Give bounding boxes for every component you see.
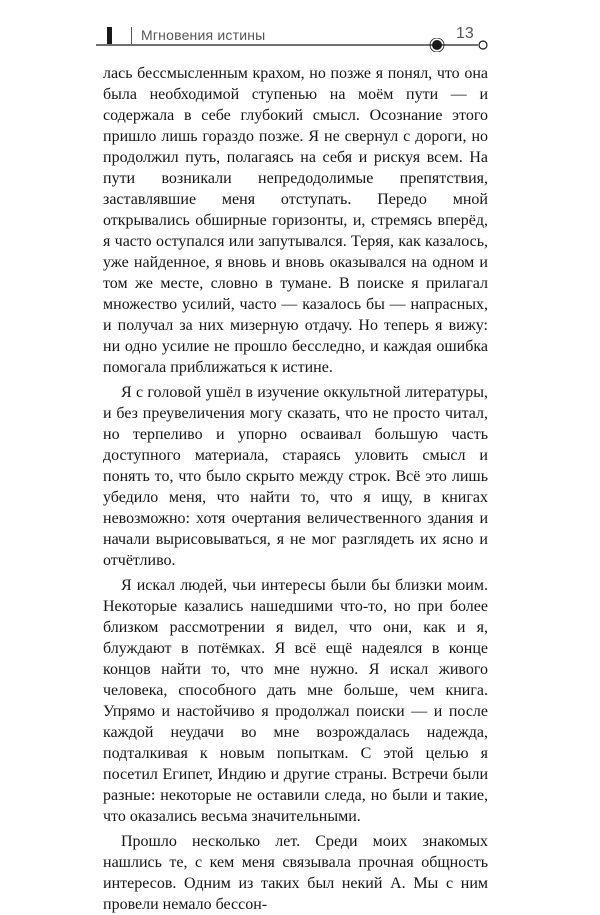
running-header bbox=[0, 0, 600, 60]
page-number: 13 bbox=[456, 25, 474, 42]
running-title: Мгновения истины bbox=[141, 27, 266, 43]
paragraph-3: Я искал людей, чьи интересы были бы близки моим. Некоторые казались нашедшими что-то, но при более близком рассмотрении я видел, что они, как и я, блуждают в потёмках. Я всё ещё надеялся в конце концов найти то, что мне нужно. Я искал живого человека, способного дать мне больше, чем книга. Упрямо и настойчиво я продолжал поиски — и после каждой неудачи во мне возрождалась надежда, подталкивая к новым попыткам. С этой целью я посетил Египет, Индию и другие страны. Встречи были разные: некоторые не оставили следа, но были и такие, что оказались весьма значительными. bbox=[103, 577, 488, 825]
paragraph-2: Я с головой ушёл в изучение оккультной литературы, и без преувеличения могу сказать, что не просто читал, но терпеливо и упорно осваивал большую часть доступного материала, стараясь уловить смысл и понять то, что было скрыто между строк. Всё это лишь убедило меня, что найти то, что я ищу, в книгах невозможно: хотя очертания величественного здания и начали вырисовываться, я не мог разглядеть их ясно и отчётливо. bbox=[103, 384, 488, 569]
header-rule-ornament bbox=[96, 38, 496, 52]
paragraph-4: Прошло несколько лет. Среди моих знакомых нашлись те, с кем меня связывала прочная общность интересов. Одним из таких был некий А. Мы с ним провели немало бессон- bbox=[103, 833, 488, 913]
paragraph-1: лась бессмысленным крахом, но позже я понял, что она была необходимой ступенью на моём пути — и содержала в себе глубокий смысл. Осознание этого пришло лишь гораздо позже. Я не свернул с дороги, но продолжил путь, полагаясь на себя и рискуя всем. На пути возникали непредодолимые препятствия, заставлявшие меня отступать. Передо мной открывались обширные горизонты, и, стремясь вперёд, я часто оступался или запутывался. Теряя, как казалось, уже найденное, я вновь и вновь оказывался на одном и том же месте, словно в тумане. В поиске я прилагал множество усилий, часто — казалось бы — напрасных, и получал за них мизерную отдачу. Но теперь я вижу: ни одно усилие не прошло бесследно, и каждая ошибка помогала приближаться к истине. bbox=[103, 65, 488, 376]
body-text bbox=[103, 63, 488, 915]
ornament-large-dot bbox=[432, 40, 442, 50]
ornament-end-ring bbox=[479, 41, 487, 49]
